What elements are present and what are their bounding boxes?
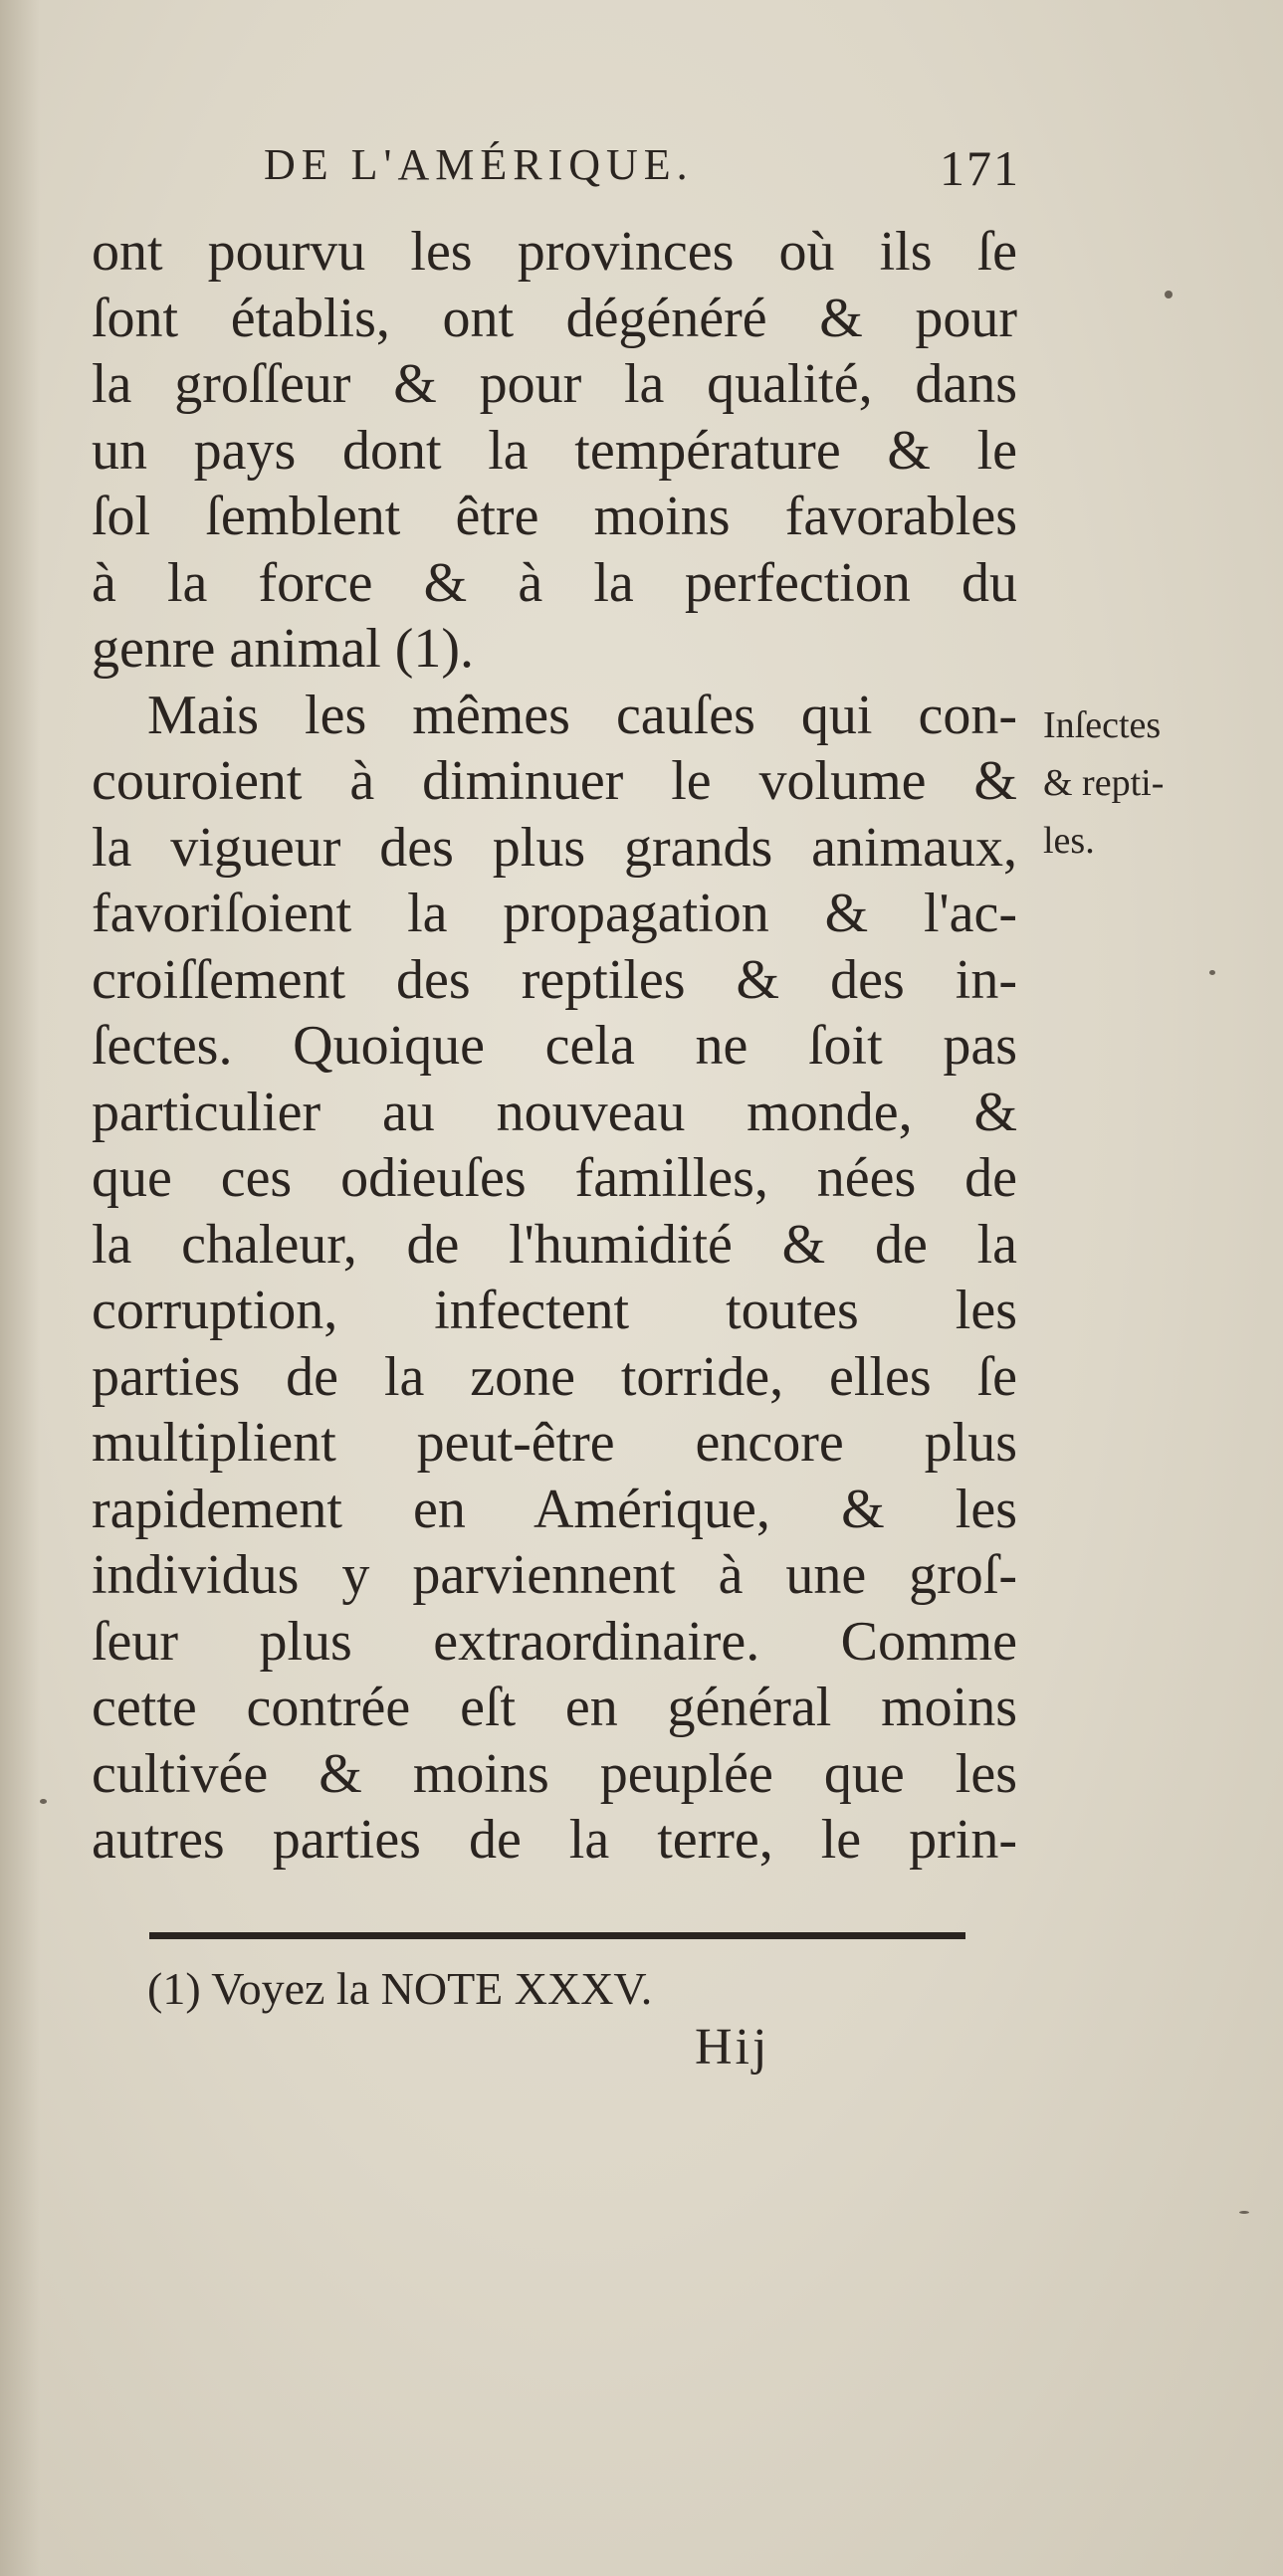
text-line: croiſſement des reptiles & des in- bbox=[92, 948, 1017, 1011]
footnote-rule bbox=[149, 1932, 965, 1939]
text-line: autres parties de la terre, le prin- bbox=[92, 1809, 1017, 1871]
text-line: un pays dont la température & le bbox=[92, 419, 1017, 482]
margin-note-line: les. bbox=[1043, 820, 1095, 862]
page-number: 171 bbox=[940, 140, 1020, 196]
text-line: ſont établis, ont dégénéré & pour bbox=[92, 287, 1017, 349]
paper-speck bbox=[1209, 970, 1215, 975]
body-text bbox=[92, 219, 1017, 1874]
text-line: que ces odieuſes familles, nées de bbox=[92, 1147, 1017, 1209]
text-line: couroient à diminuer le volume & bbox=[92, 750, 1017, 812]
text-line: rapidement en Amérique, & les bbox=[92, 1478, 1017, 1540]
footnote: (1) Voyez la NOTE XXXV. bbox=[147, 1963, 653, 2014]
text-line: ſectes. Quoique cela ne ſoit pas bbox=[92, 1015, 1017, 1077]
signature-mark: Hij bbox=[695, 2019, 770, 2076]
text-line: favoriſoient la propagation & l'ac- bbox=[92, 883, 1017, 944]
text-line: individus y parviennent à une groſ- bbox=[92, 1544, 1017, 1606]
page-edge-shadow bbox=[0, 0, 40, 2576]
text-line: cultivée & moins peuplée que les bbox=[92, 1742, 1017, 1805]
text-line: cette contrée eſt en général moins bbox=[92, 1677, 1017, 1738]
text-line: corruption, infectent toutes les bbox=[92, 1280, 1017, 1341]
text-line: ont pourvu les provinces où ils ſe bbox=[92, 221, 1017, 283]
paper-speck bbox=[1239, 2211, 1249, 2214]
text-line: à la force & à la perfection du bbox=[92, 551, 1017, 614]
margin-note bbox=[1043, 696, 1242, 870]
text-line: la vigueur des plus grands animaux, bbox=[92, 816, 1017, 879]
margin-note-line: & repti- bbox=[1043, 762, 1165, 804]
text-line: genre animal (1). bbox=[92, 618, 475, 680]
text-line: la chaleur, de l'humidité & de la bbox=[92, 1213, 1017, 1276]
margin-note-line: Inſectes bbox=[1043, 704, 1162, 746]
running-head-title: DE L'AMÉRIQUE. bbox=[264, 140, 694, 189]
text-line: particulier au nouveau monde, & bbox=[92, 1081, 1017, 1143]
text-line: Mais les mêmes cauſes qui con- bbox=[147, 684, 1017, 746]
text-line: ſeur plus extraordinaire. Comme bbox=[92, 1610, 1017, 1673]
running-head bbox=[264, 139, 1020, 199]
text-line: multiplient peut-être encore plus bbox=[92, 1412, 1017, 1474]
text-line: la groſſeur & pour la qualité, dans bbox=[92, 353, 1017, 415]
text-line: ſol ſemblent être moins favorables bbox=[92, 486, 1017, 547]
text-line: parties de la zone torride, elles ſe bbox=[92, 1345, 1017, 1408]
paper-speck bbox=[40, 1799, 47, 1804]
paper-speck bbox=[1165, 291, 1173, 298]
